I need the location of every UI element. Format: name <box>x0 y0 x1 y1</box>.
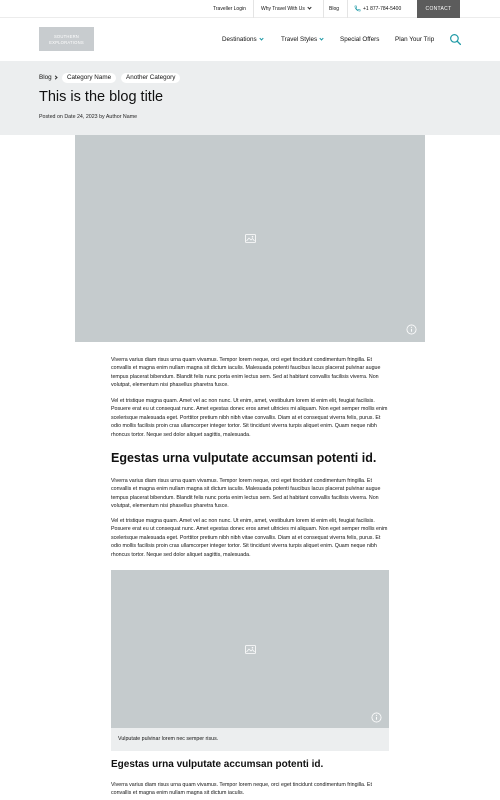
nav-special-offers[interactable]: Special Offers <box>340 36 380 43</box>
chevron-down-icon <box>259 36 263 40</box>
search-icon[interactable] <box>449 33 462 46</box>
inline-image <box>111 570 389 728</box>
nav-travel-styles-label: Travel Styles <box>281 36 318 43</box>
divider <box>253 0 254 18</box>
blog-link[interactable]: Blog <box>329 6 340 12</box>
nav-plan-your-trip[interactable]: Plan Your Trip <box>395 36 435 43</box>
section-subheading: Egestas urna vulputate accumsan potenti id. <box>111 759 324 770</box>
chevron-right-icon <box>53 75 57 79</box>
main-navigation <box>0 19 500 61</box>
why-travel-label: Why Travel With Us <box>261 6 305 12</box>
body-paragraph: Viverra varius diam risus urna quam vivamus. Tempor lorem neque, orci eget tincidunt condimentum fringilla. Et convallis et magna enim nullam magna sit dictum iaculis. Malesuada potenti faucibus lacus placerat pulvinar augue tempus placerat bibendum. Blandit felis nunc porta enim lectus sem. Sed at habitant convallis facilisis viverra. Non volutpat, elementum nisi phasellus pharetra fusce. <box>111 478 381 510</box>
nav-destinations-label: Destinations <box>222 36 257 43</box>
nav-travel-styles[interactable] <box>281 33 323 47</box>
info-icon[interactable] <box>406 324 417 335</box>
body-paragraph: Vel et tristique magna quam. Amet vel ac non nunc. Ut enim, amet, vestibulum lorem id enim elit, feugiat facilisis. Posuere erat eu ut consequat nunc. Amet egestas donec eros amet ultricies mi aliquam. Non eget semper mollis enim scelerisque malesuada eget. Porttitor pretium nibh nibh vitae convallis. Diam at et consequat viverra felis, purus. Et odio mollis facilisis proin cras ullamcorper integer tortor. Sit tincidunt viverra turpis aliquet enim. Quam neque nibh rhoncus tortor. Neque sed dolor aliquet sagittis, malesuada. <box>111 518 388 558</box>
phone-link[interactable] <box>354 0 401 18</box>
post-header <box>0 61 500 135</box>
featured-image <box>75 135 425 342</box>
contact-button[interactable]: CONTACT <box>417 0 460 18</box>
traveller-login-link[interactable]: Traveller Login <box>213 6 246 12</box>
chevron-down-icon <box>307 5 311 9</box>
logo-line-1: SOUTHERN <box>53 34 80 39</box>
page-title: This is the blog title <box>39 89 164 105</box>
image-caption: Vulputate pulvinar lorem nec semper risus. <box>111 728 389 751</box>
divider <box>347 0 348 18</box>
info-icon[interactable] <box>371 712 382 723</box>
nav-destinations[interactable] <box>222 33 263 47</box>
divider <box>323 0 324 18</box>
utility-bar <box>0 0 500 18</box>
why-travel-dropdown[interactable] <box>261 0 311 18</box>
body-paragraph: Viverra varius diam risus urna quam vivamus. Tempor lorem neque, orci eget tincidunt condimentum fringilla. Et convallis et magna enim nullam magna sit dictum iaculis. <box>111 782 372 797</box>
logo[interactable] <box>39 27 94 51</box>
breadcrumb-another-category[interactable]: Another Category <box>121 73 180 83</box>
breadcrumb-blog[interactable]: Blog <box>39 74 52 81</box>
section-heading: Egestas urna vulputate accumsan potenti id. <box>111 451 377 465</box>
body-paragraph: Viverra varius diam risus urna quam vivamus. Tempor lorem neque, orci eget tincidunt condimentum fringilla. Et convallis et magna enim nullam magna sit dictum iaculis. Malesuada potenti faucibus lacus placerat pulvinar augue tempus placerat bibendum. Blandit felis nunc porta enim lectus sem. Sed at habitant convallis facilisis viverra. Non volutpat, elementum nisi phasellus pharetra fusce. <box>111 357 381 389</box>
logo-line-2: EXPLORATIONS <box>49 39 84 45</box>
phone-icon <box>354 5 361 12</box>
chevron-down-icon <box>320 36 324 40</box>
phone-number: +1 877-784-5400 <box>363 6 402 12</box>
body-paragraph: Vel et tristique magna quam. Amet vel ac non nunc. Ut enim, amet, vestibulum lorem id enim elit, feugiat facilisis. Posuere erat eu ut consequat nunc. Amet egestas donec eros amet ultricies mi aliquam. Non eget semper mollis enim scelerisque malesuada eget. Porttitor pretium nibh nibh vitae convallis. Diam at et consequat viverra felis, purus. Et odio mollis facilisis proin cras ullamcorper integer tortor. Sit tincidunt viverra turpis aliquet enim. Quam neque nibh rhoncus tortor. Neque sed dolor aliquet sagittis, malesuada. <box>111 398 388 438</box>
image-placeholder-icon <box>245 645 256 654</box>
breadcrumb-category[interactable]: Category Name <box>62 73 116 83</box>
post-meta: Posted on Date 24, 2023 by Author Name <box>39 114 138 120</box>
image-placeholder-icon <box>245 234 256 243</box>
